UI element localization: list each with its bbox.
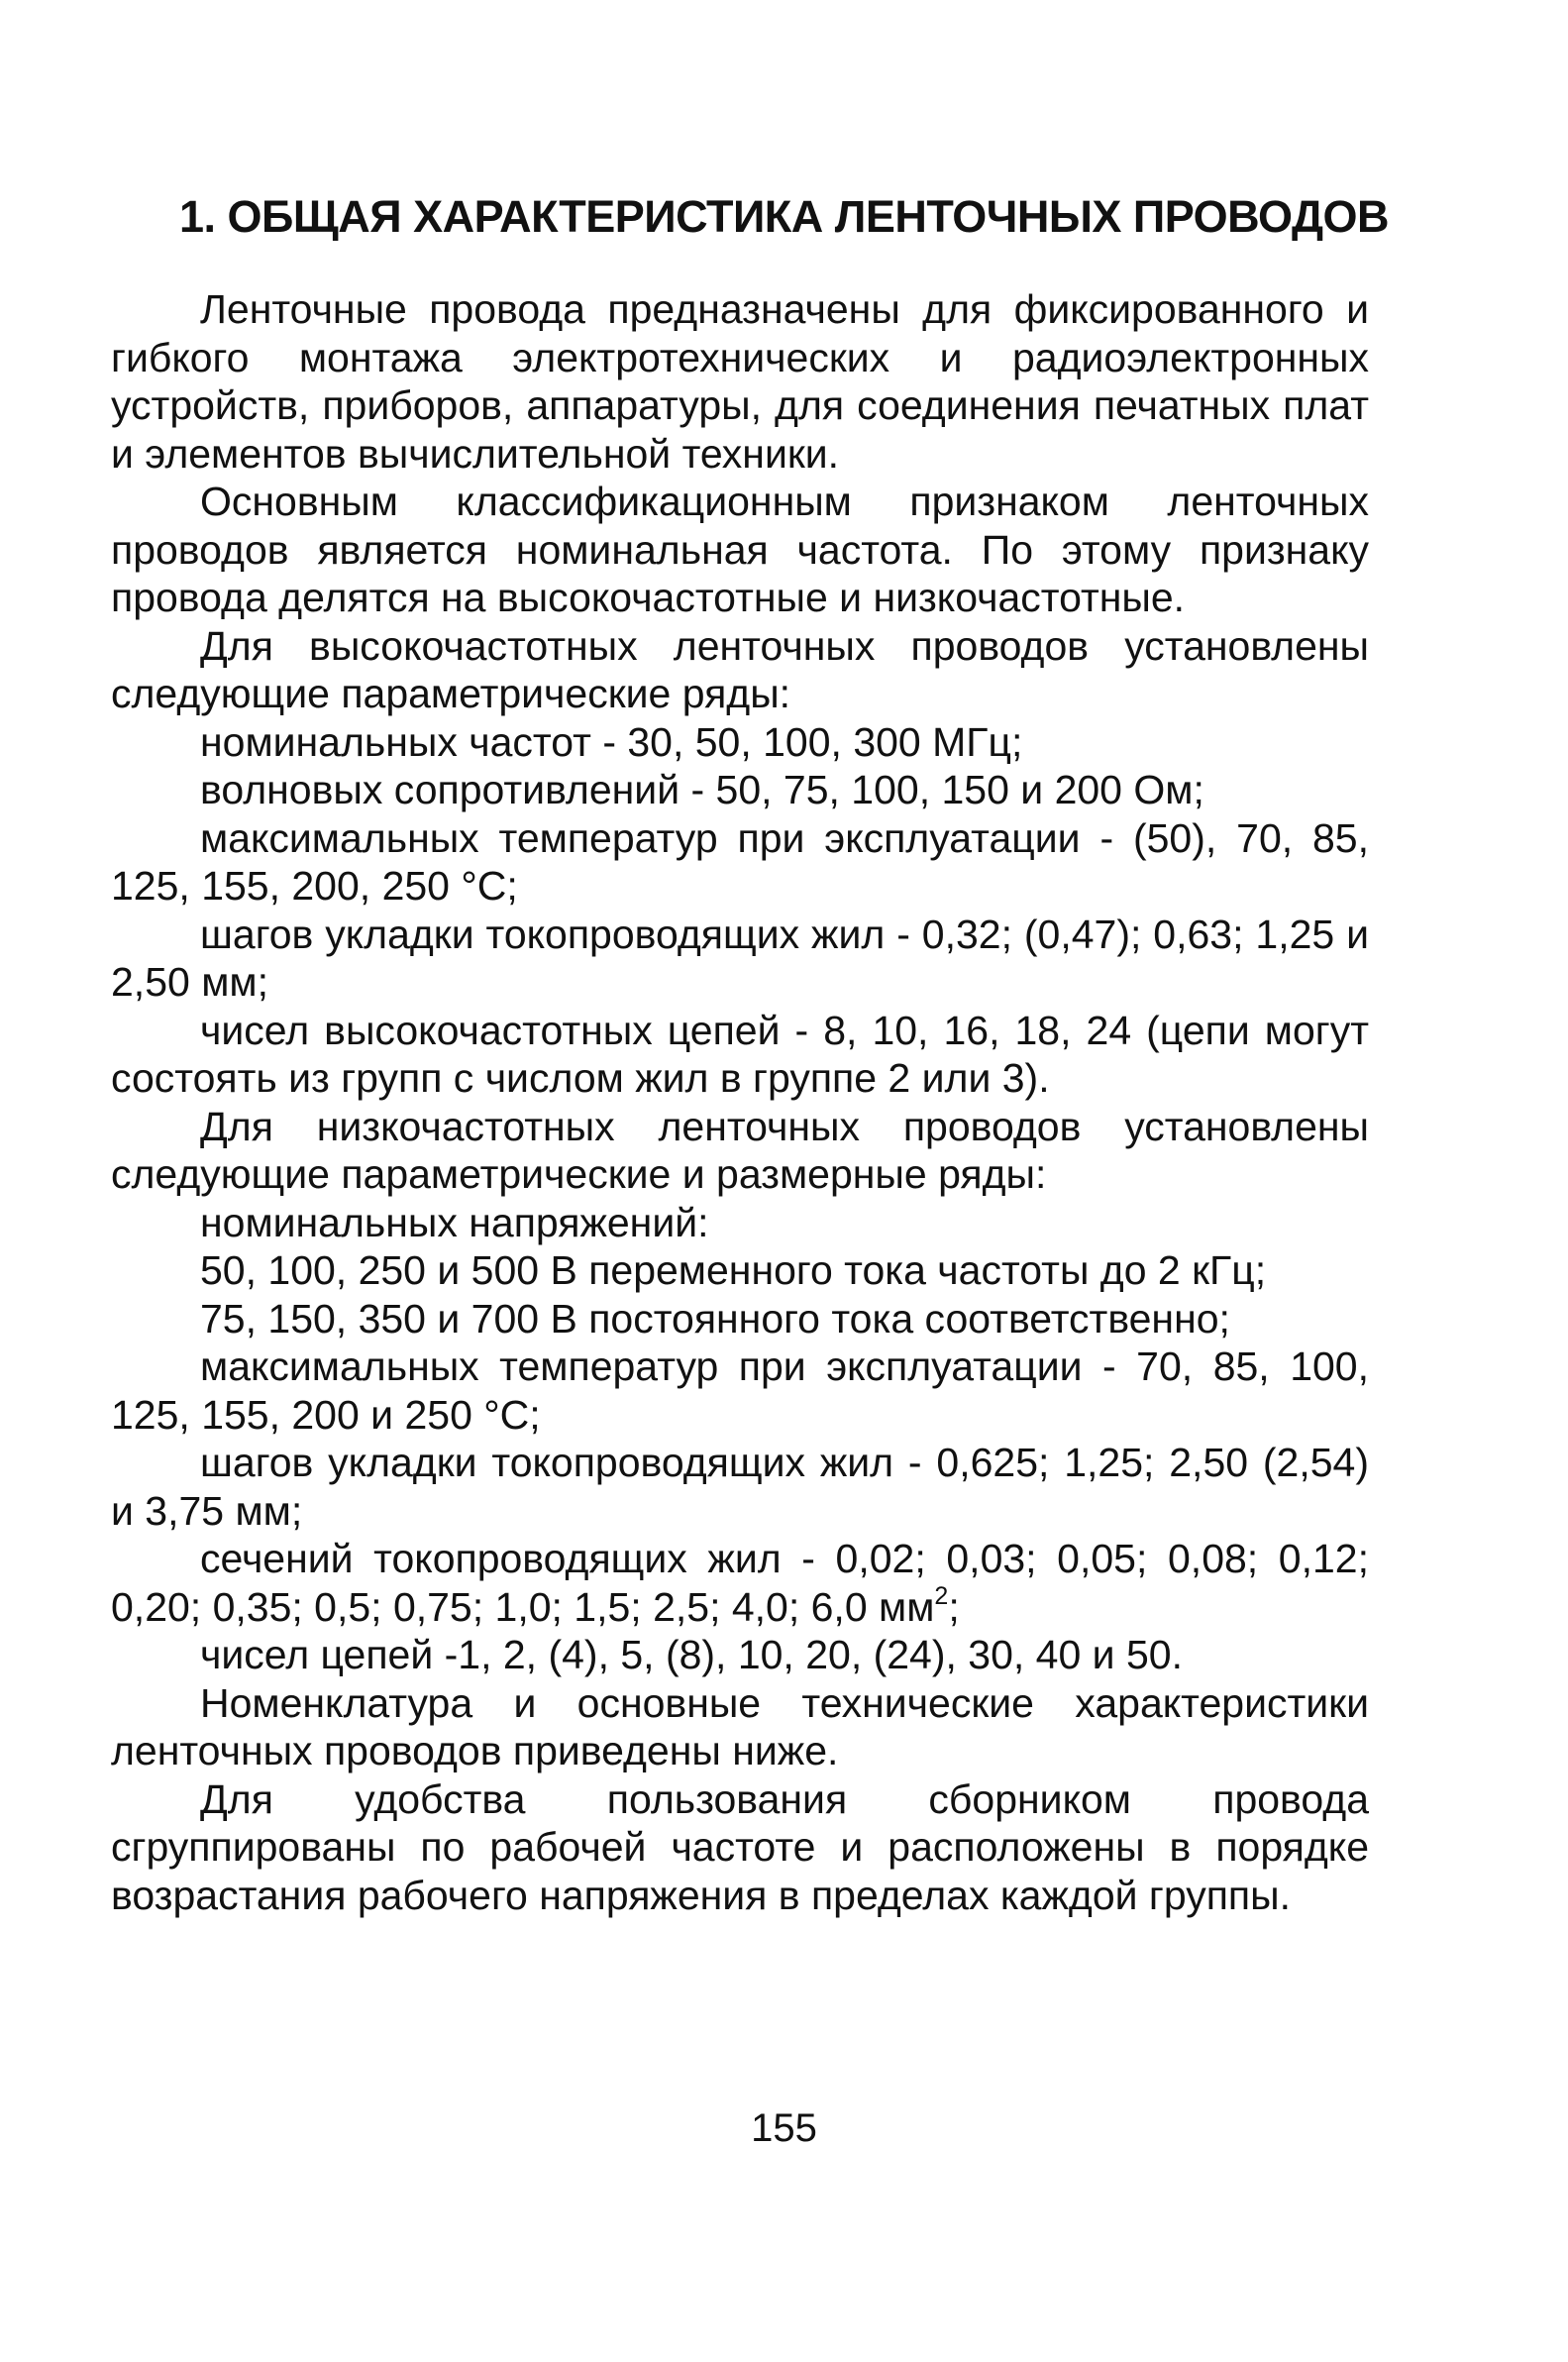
list-item: шагов укладки токопроводящих жил - 0,32; (0,47); 0,63; 1,25 и 2,50 мм;	[111, 911, 1369, 1005]
paragraph: Ленточные провода предназначены для фиксированного и гибкого монтажа электротехнических и радиоэлектронных устройств, приборов, аппаратуры, для соединения печатных плат и элементов вычислительной техники.	[111, 286, 1369, 477]
list-item: шагов укладки токопроводящих жил - 0,625; 1,25; 2,50 (2,54) и 3,75 мм;	[111, 1440, 1369, 1534]
paragraph: Номенклатура и основные технические характеристики ленточных проводов приведены ниже.	[111, 1679, 1369, 1773]
list-item: номинальных напряжений:	[200, 1199, 709, 1245]
punctuation: ;	[948, 1583, 960, 1630]
paragraph: Для удобства пользования сборником провода сгруппированы по рабочей частоте и расположены в порядке возрастания рабочего напряжения в пределах каждой группы.	[111, 1775, 1369, 1918]
list-item	[111, 1535, 1369, 1631]
paragraph: Основным классификационным признаком ленточных проводов является номинальная частота. По этому признаку провода делятся на высокочастотные и низкочастотные.	[111, 479, 1369, 620]
cross-section-text: сечений токопроводящих жил - 0,02; 0,03; 0,05; 0,08; 0,12; 0,20; 0,35; 0,5; 0,75; 1,0; 1,5; 2,5; 4,0; 6,0 мм	[111, 1536, 1369, 1630]
list-item: номинальных частот - 30, 50, 100, 300 МГц;	[200, 718, 1023, 765]
list-item: волновых сопротивлений - 50, 75, 100, 150 и 200 Ом;	[200, 767, 1204, 812]
superscript: 2	[934, 1581, 949, 1610]
list-item: максимальных температур при эксплуатации - 70, 85, 100, 125, 155, 200 и 250 °С;	[111, 1343, 1369, 1438]
list-item: 75, 150, 350 и 700 В постоянного тока соответственно;	[200, 1295, 1230, 1342]
page-number: 155	[751, 2106, 817, 2150]
section-heading: 1. ОБЩАЯ ХАРАКТЕРИСТИКА ЛЕНТОЧНЫХ ПРОВОДОВ	[178, 191, 1390, 242]
list-item: максимальных температур при эксплуатации - (50), 70, 85, 125, 155, 200, 250 °С;	[111, 814, 1369, 909]
list-item: 50, 100, 250 и 500 В переменного тока частоты до 2 кГц;	[200, 1247, 1267, 1293]
body-text	[111, 285, 1369, 1919]
paragraph: Для низкочастотных ленточных проводов установлены следующие параметрические и размерные ряды:	[111, 1103, 1369, 1197]
paragraph: Для высокочастотных ленточных проводов установлены следующие параметрические ряды:	[111, 622, 1369, 716]
list-item: чисел цепей -1, 2, (4), 5, (8), 10, 20, (24), 30, 40 и 50.	[200, 1632, 1183, 1677]
list-item: чисел высокочастотных цепей - 8, 10, 16, 18, 24 (цепи могут состоять из групп с числом жил в группе 2 или 3).	[111, 1007, 1369, 1101]
